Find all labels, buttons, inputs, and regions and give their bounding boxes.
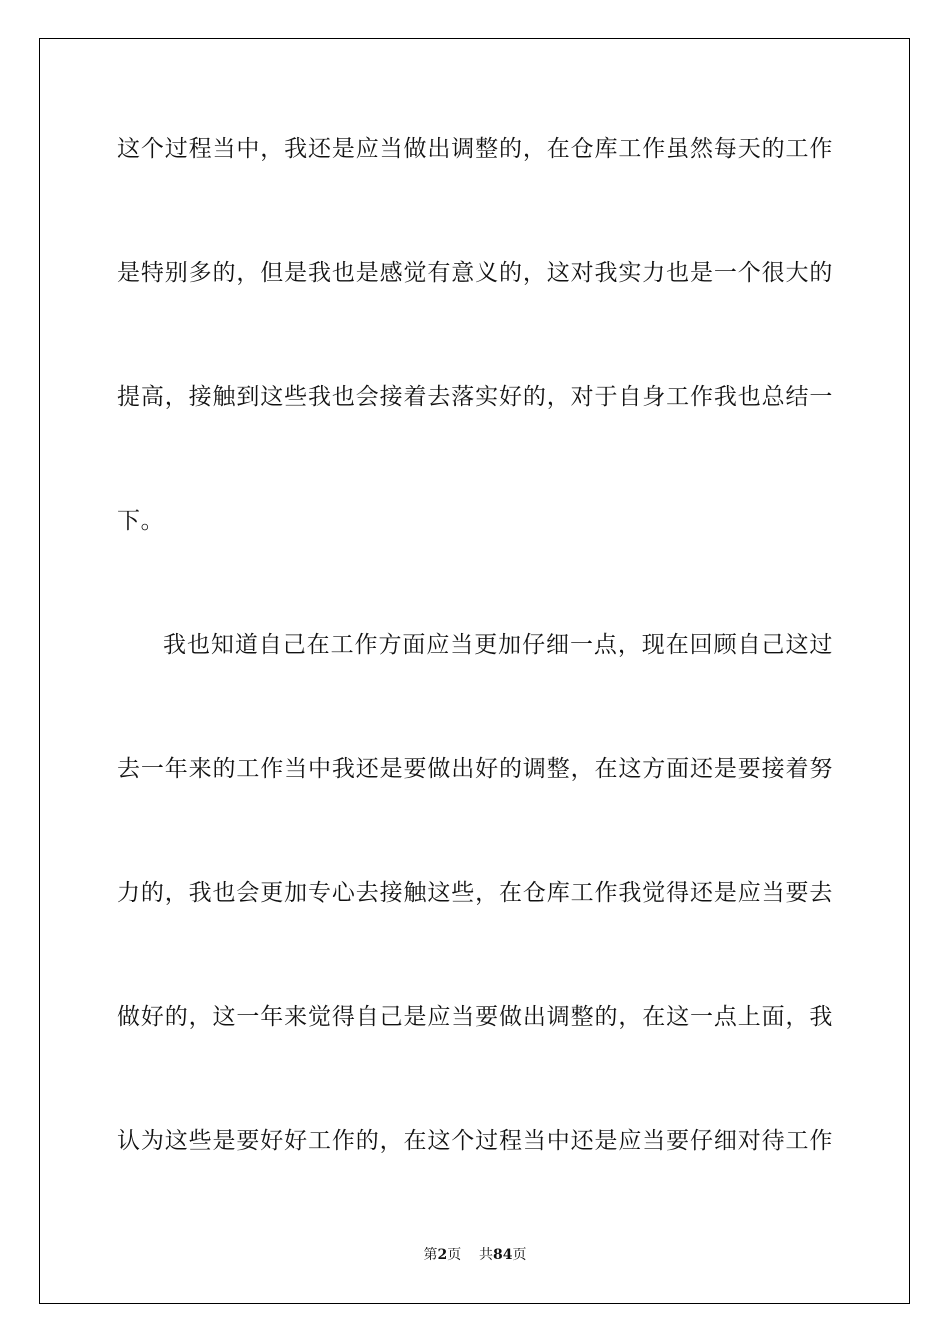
footer-page-prefix: 第 (423, 1247, 438, 1263)
footer-total-suffix: 页 (512, 1247, 527, 1263)
page-border (39, 38, 910, 1304)
text-line-1: 这个过程当中，我还是应当做出调整的，在仓库工作虽然每天的工作 (117, 136, 833, 162)
footer-total-prefix: 共 (479, 1247, 494, 1263)
text-line-2: 是特别多的，但是我也是感觉有意义的，这对我实力也是一个很大的 (117, 260, 833, 286)
text-line-4: 下。 (117, 508, 165, 534)
footer-page-number: 2 (437, 1247, 448, 1263)
text-line-8: 做好的，这一年来觉得自己是应当要做出调整的，在这一点上面，我 (117, 1004, 833, 1030)
page-footer (0, 1246, 950, 1264)
text-line-6: 去一年来的工作当中我还是要做出好的调整，在这方面还是要接着努 (117, 756, 833, 782)
text-line-5: 我也知道自己在工作方面应当更加仔细一点，现在回顾自己这过 (163, 632, 833, 658)
text-line-7: 力的，我也会更加专心去接触这些，在仓库工作我觉得还是应当要去 (117, 880, 833, 906)
footer-total-pages: 84 (493, 1247, 513, 1263)
text-line-3: 提高，接触到这些我也会接着去落实好的，对于自身工作我也总结一 (117, 384, 833, 410)
footer-page-suffix: 页 (447, 1247, 462, 1263)
text-line-9: 认为这些是要好好工作的，在这个过程当中还是应当要仔细对待工作 (117, 1128, 833, 1154)
